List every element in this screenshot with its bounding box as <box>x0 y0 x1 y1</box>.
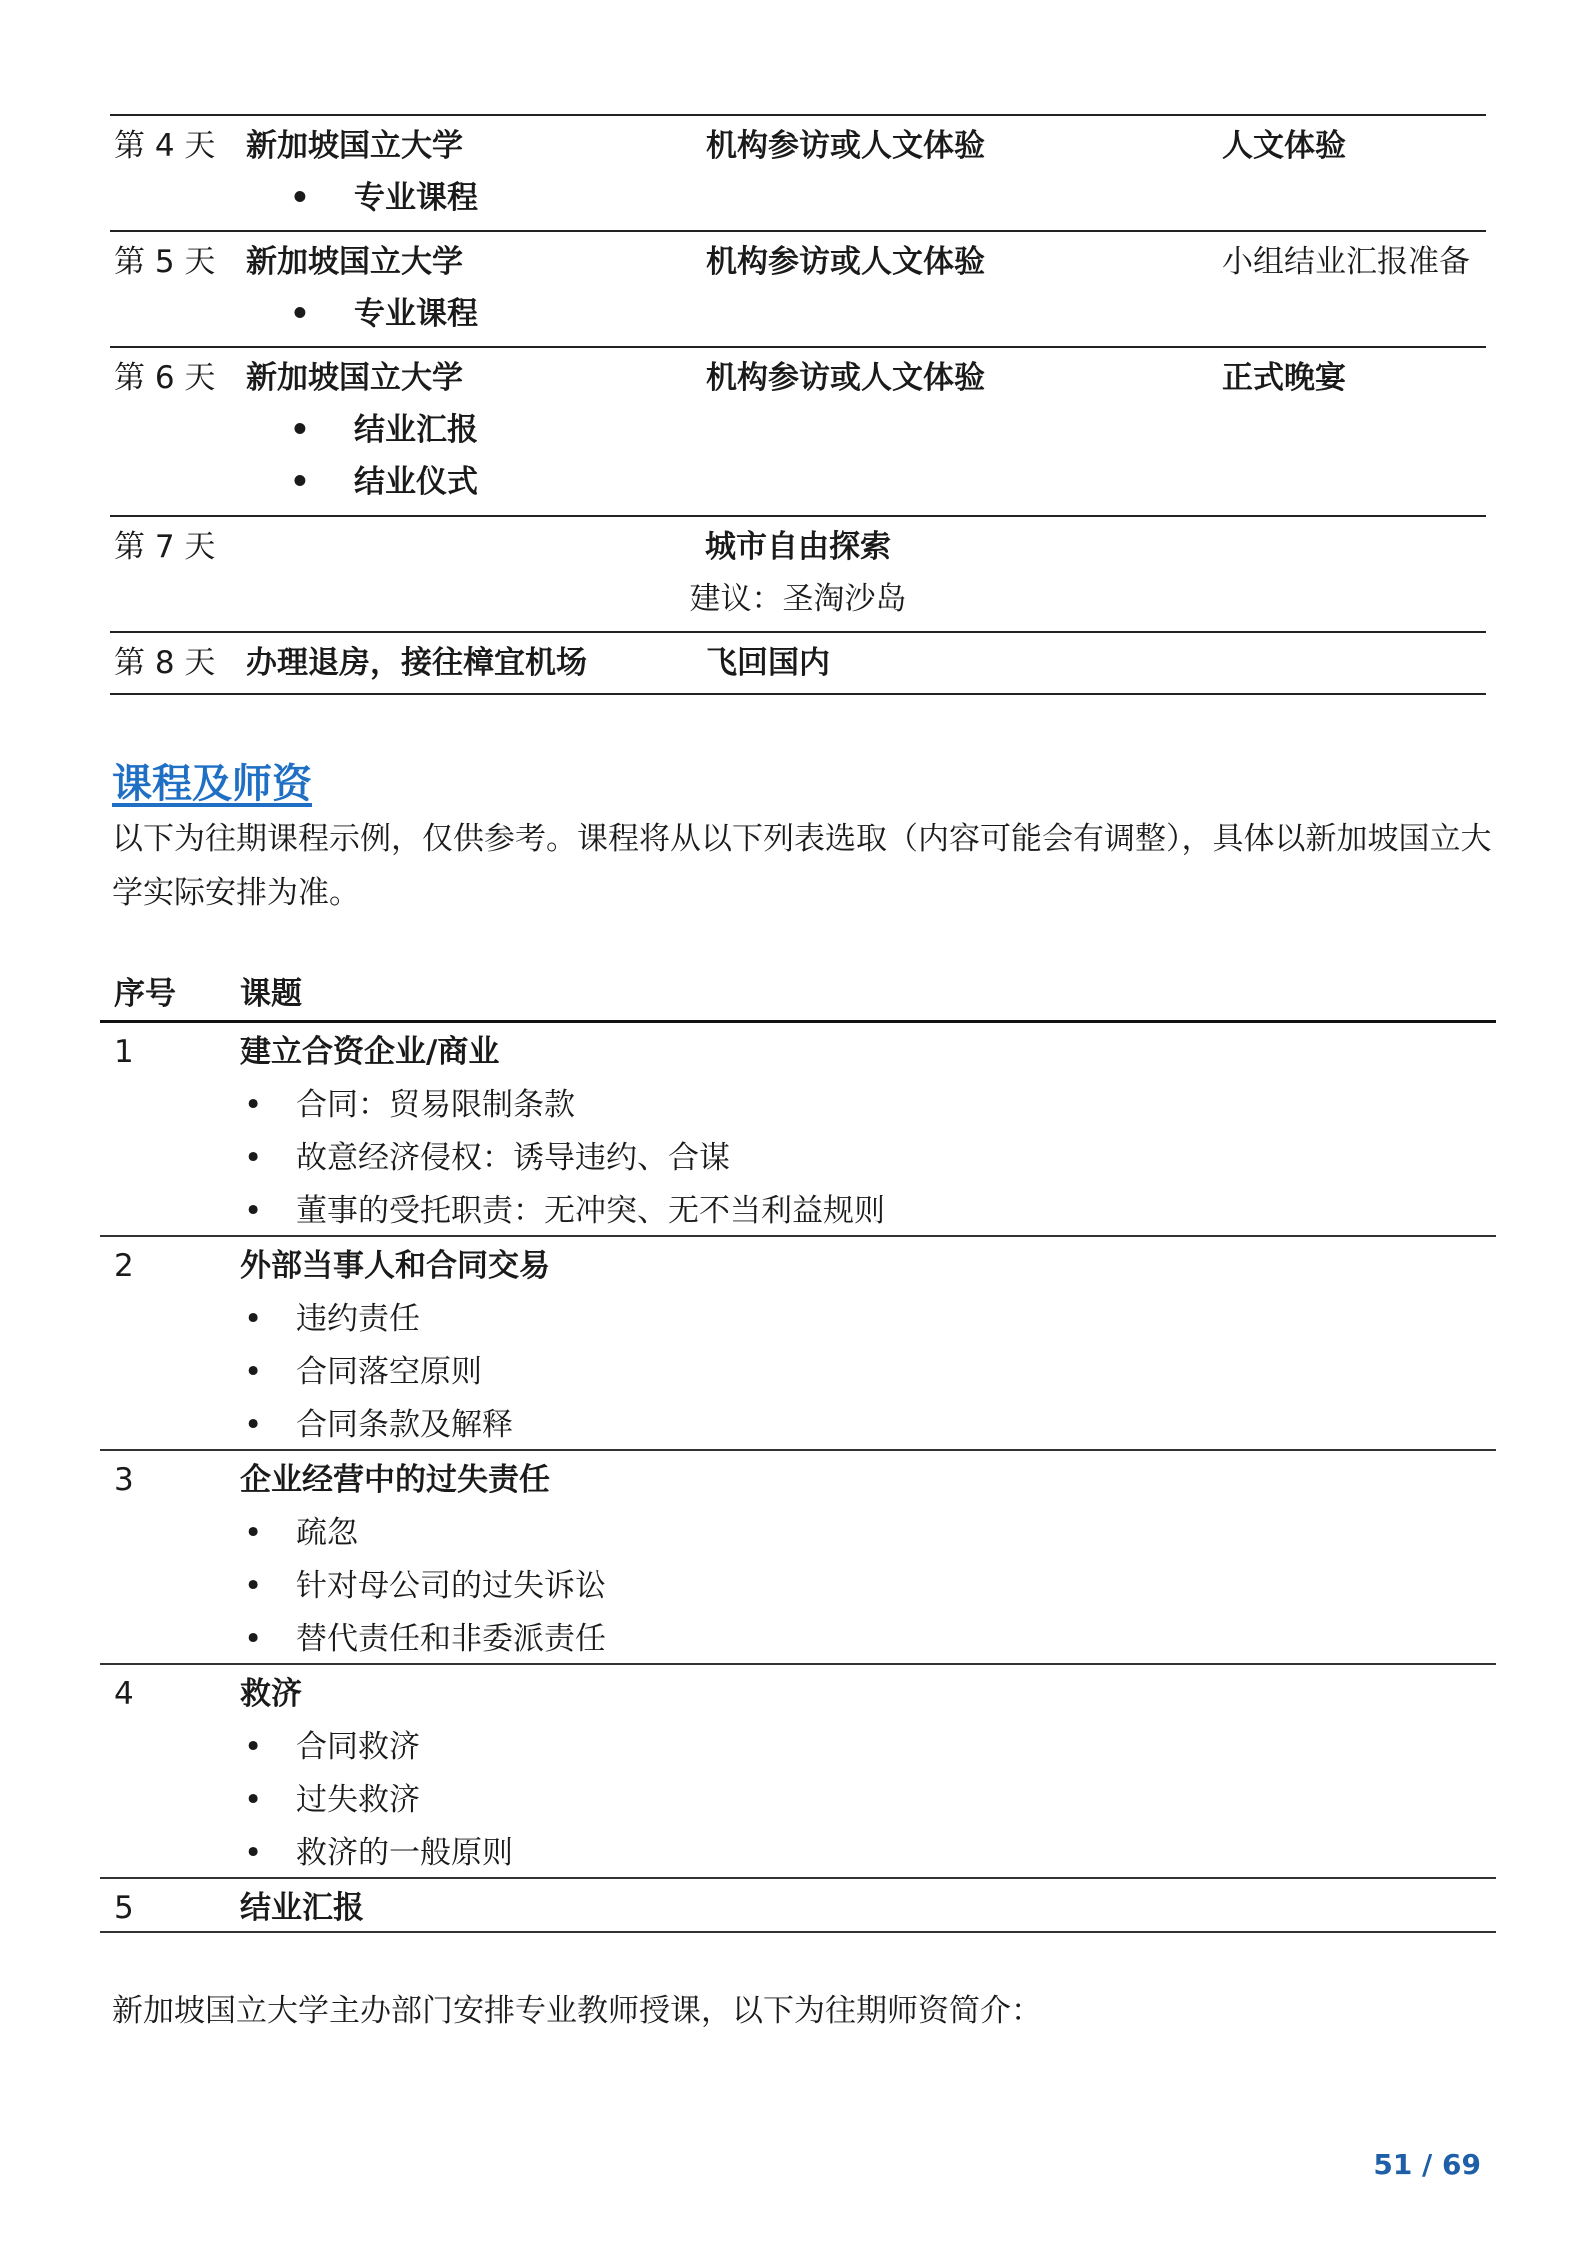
itinerary-row-day8 <box>110 631 1486 695</box>
row-topic: 外部当事人和合同交易 <box>240 1248 550 1284</box>
itinerary-row-day5 <box>110 230 1486 346</box>
table-row <box>100 1023 1496 1237</box>
list-item: • 结业汇报 <box>290 404 478 456</box>
subtopic-list <box>240 1293 513 1452</box>
list-item: • 合同条款及解释 <box>240 1399 513 1452</box>
list-item: • 针对母公司的过失诉讼 <box>240 1560 606 1613</box>
column-header-topic: 课题 <box>240 976 302 1012</box>
evening-activity: 人文体验 <box>1222 128 1346 164</box>
list-item: • 救济的一般原则 <box>240 1827 513 1880</box>
table-row <box>100 1665 1496 1879</box>
list-item: • 董事的受托职责：无冲突、无不当利益规则 <box>240 1185 885 1238</box>
morning-activity: 新加坡国立大学 <box>246 244 463 280</box>
row-number: 3 <box>114 1462 134 1498</box>
evening-activity: 小组结业汇报准备 <box>1222 244 1470 280</box>
activity-list <box>290 172 478 224</box>
free-day-title: 城市自由探索 <box>705 529 891 565</box>
list-item: • 专业课程 <box>290 172 478 224</box>
activity-list <box>290 404 478 508</box>
free-day-suggestion: 建议：圣淘沙岛 <box>689 581 907 617</box>
day-label: 第 7 天 <box>114 529 216 565</box>
list-item: • 结业仪式 <box>290 456 478 508</box>
list-item: • 合同落空原则 <box>240 1346 513 1399</box>
list-item: • 故意经济侵权：诱导违约、合谋 <box>240 1132 885 1185</box>
section-intro: 以下为往期课程示例，仅供参考。课程将从以下列表选取（内容可能会有调整），具体以新加坡国立大学实际安排为准。 <box>112 821 1492 911</box>
course-table-header <box>100 972 1496 1023</box>
itinerary-row-day4 <box>110 114 1486 230</box>
page-number: 51 / 69 <box>1373 2148 1481 2181</box>
activity-list <box>290 288 478 340</box>
table-row <box>100 1237 1496 1451</box>
day-label: 第 4 天 <box>114 128 216 164</box>
row-topic: 救济 <box>240 1676 302 1712</box>
list-item: • 过失救济 <box>240 1774 513 1827</box>
row-topic: 建立合资企业/商业 <box>240 1034 500 1070</box>
itinerary-row-day6 <box>110 346 1486 515</box>
morning-activity: 新加坡国立大学 <box>246 128 463 164</box>
subtopic-list <box>240 1721 513 1880</box>
list-item: • 替代责任和非委派责任 <box>240 1613 606 1666</box>
row-number: 4 <box>114 1676 134 1712</box>
row-number: 2 <box>114 1248 134 1284</box>
evening-activity: 正式晚宴 <box>1222 360 1346 396</box>
afternoon-activity: 机构参访或人文体验 <box>706 128 985 164</box>
row-number: 5 <box>114 1890 134 1926</box>
list-item: • 违约责任 <box>240 1293 513 1346</box>
row-topic: 结业汇报 <box>240 1890 364 1926</box>
course-table <box>100 972 1496 1933</box>
day-label: 第 6 天 <box>114 360 216 396</box>
table-row <box>100 1451 1496 1665</box>
morning-activity: 新加坡国立大学 <box>246 360 463 396</box>
return-flight: 飞回国内 <box>706 645 830 681</box>
row-topic: 企业经营中的过失责任 <box>240 1462 550 1498</box>
afternoon-activity: 机构参访或人文体验 <box>706 244 985 280</box>
column-header-number: 序号 <box>114 976 176 1012</box>
itinerary-table <box>110 114 1486 695</box>
faculty-intro-text: 新加坡国立大学主办部门安排专业教师授课，以下为往期师资简介： <box>112 1993 1042 2029</box>
afternoon-activity: 机构参访或人文体验 <box>706 360 985 396</box>
checkout-activity: 办理退房，接往樟宜机场 <box>246 645 587 681</box>
list-item: • 合同：贸易限制条款 <box>240 1079 885 1132</box>
list-item: • 疏忽 <box>240 1507 606 1560</box>
row-number: 1 <box>114 1034 134 1070</box>
table-row <box>100 1879 1496 1933</box>
list-item: • 合同救济 <box>240 1721 513 1774</box>
subtopic-list <box>240 1079 885 1238</box>
section-heading: 课程及师资 <box>112 761 312 807</box>
day-label: 第 5 天 <box>114 244 216 280</box>
itinerary-row-day7 <box>110 515 1486 631</box>
day-label: 第 8 天 <box>114 645 216 681</box>
subtopic-list <box>240 1507 606 1666</box>
list-item: • 专业课程 <box>290 288 478 340</box>
